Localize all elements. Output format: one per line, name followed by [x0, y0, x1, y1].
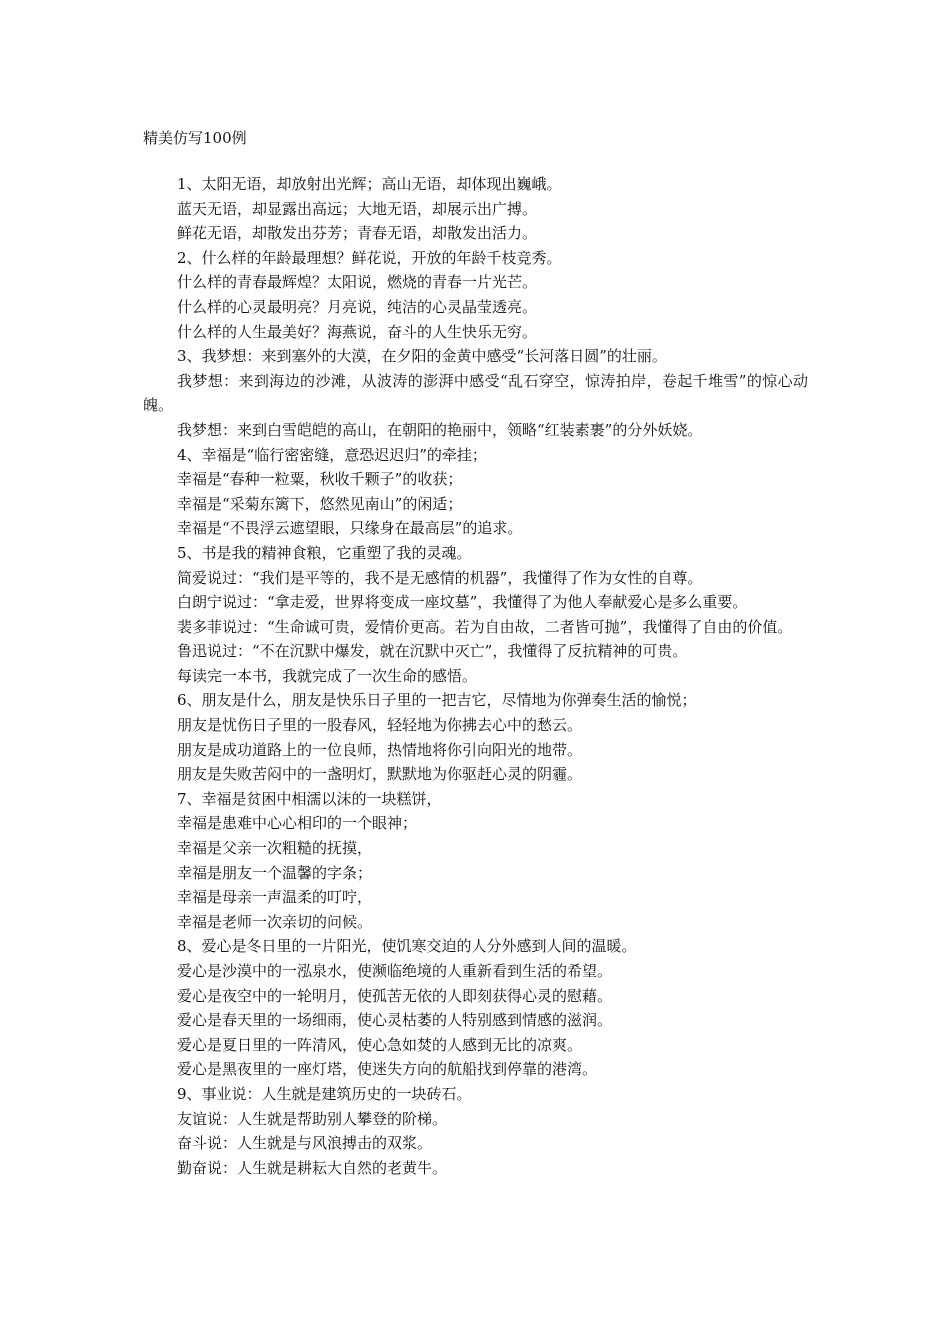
document-title: 精美仿写100例	[143, 129, 247, 147]
paragraph: 爱心是夜空中的一轮明月，使孤苦无依的人即刻获得心灵的慰藉。	[177, 986, 613, 1005]
document-body	[143, 172, 808, 1180]
paragraph: 什么样的心灵最明亮？月亮说，纯洁的心灵晶莹透亮。	[177, 297, 538, 316]
paragraph: 鲁迅说过：“不在沉默中爆发，就在沉默中灭亡”，我懂得了反抗精神的可贵。	[177, 642, 688, 661]
paragraph: 幸福是患难中心心相印的一个眼神；	[177, 814, 418, 833]
paragraph: 幸福是朋友一个温馨的字条；	[177, 863, 373, 882]
paragraph: 鲜花无语，却散发出芬芳；青春无语，却散发出活力。	[177, 224, 538, 243]
paragraph: 4、幸福是“临行密密缝，意恐迟迟归”的牵挂；	[177, 445, 487, 464]
paragraph: 幸福是母亲一声温柔的叮咛，	[177, 888, 373, 907]
paragraph: 朋友是成功道路上的一位良师，热情地将你引向阳光的地带。	[177, 740, 583, 759]
paragraph: 幸福是老师一次亲切的问候。	[177, 912, 373, 931]
paragraph: 爱心是夏日里的一阵清风，使心急如焚的人感到无比的凉爽。	[177, 1035, 583, 1054]
paragraph: 白朗宁说过：“拿走爱，世界将变成一座坟墓”，我懂得了为他人奉献爱心是多么重要。	[177, 593, 748, 612]
paragraph: 幸福是“春种一粒粟，秋收千颗子”的收获；	[177, 470, 463, 489]
paragraph: 蓝天无语，却显露出高远；大地无语，却展示出广搏。	[177, 199, 538, 218]
paragraph: 简爱说过：“我们是平等的，我不是无感情的机器”，我懂得了作为女性的自尊。	[177, 568, 703, 587]
paragraph: 裴多菲说过：“生命诚可贵，爱情价更高。若为自由故，二者皆可抛”，我懂得了自由的价值。	[177, 617, 793, 636]
paragraph: 奋斗说：人生就是与风浪搏击的双浆。	[177, 1134, 433, 1153]
paragraph: 7、幸福是贫困中相濡以沫的一块糕饼，	[177, 789, 442, 808]
paragraph: 3、我梦想：来到塞外的大漠，在夕阳的金黄中感受“长河落日圆”的壮丽。	[177, 347, 667, 366]
paragraph: 幸福是“采菊东篱下，悠然见南山”的闲适；	[177, 494, 463, 513]
paragraph: 爱心是黑夜里的一座灯塔，使迷失方向的航船找到停靠的港湾。	[177, 1060, 598, 1079]
paragraph: 勤奋说：人生就是耕耘大自然的老黄牛。	[177, 1158, 448, 1177]
paragraph: 幸福是“不畏浮云遮望眼，只缘身在最高层”的追求。	[177, 519, 523, 538]
paragraph: 1、太阳无语，却放射出光辉；高山无语，却体现出巍峨。	[177, 175, 562, 193]
paragraph: 爱心是沙漠中的一泓泉水，使濒临绝境的人重新看到生活的希望。	[177, 962, 613, 980]
paragraph: 友谊说：人生就是帮助别人攀登的阶梯。	[177, 1109, 448, 1128]
paragraph: 6、朋友是什么，朋友是快乐日子里的一把吉它，尽情地为你弹奏生活的愉悦；	[177, 691, 697, 710]
paragraph: 朋友是失败苦闷中的一盏明灯，默默地为你驱赶心灵的阴霾。	[177, 765, 583, 784]
paragraph: 5、书是我的精神食粮，它重塑了我的灵魂。	[177, 543, 472, 562]
paragraph: 9、事业说：人生就是建筑历史的一块砖石。	[177, 1084, 472, 1103]
paragraph: 2、什么样的年龄最理想？鲜花说，开放的年龄千枝竞秀。	[177, 248, 562, 267]
paragraph: 什么样的青春最辉煌？太阳说，燃烧的青春一片光芒。	[177, 273, 538, 292]
paragraph: 爱心是春天里的一场细雨，使心灵枯萎的人特别感到情感的滋润。	[177, 1011, 613, 1030]
paragraph: 朋友是忧伤日子里的一股春风，轻轻地为你拂去心中的愁云。	[177, 716, 583, 735]
paragraph: 我梦想：来到白雪皑皑的高山，在朝阳的艳丽中，领略“红装素裹”的分外妖娆。	[177, 420, 703, 439]
paragraph: 每读完一本书，我就完成了一次生命的感悟。	[177, 666, 478, 685]
paragraph: 幸福是父亲一次粗糙的抚摸，	[177, 839, 373, 858]
paragraph: 我梦想：来到海边的沙滩，从波涛的澎湃中感受“乱石穿空，惊涛拍岸，卷起千堆雪”的惊心动魄。	[143, 371, 808, 415]
paragraph: 什么样的人生最美好？海燕说，奋斗的人生快乐无穷。	[177, 322, 538, 341]
paragraph: 8、爱心是冬日里的一片阳光，使饥寒交迫的人分外感到人间的温暖。	[177, 937, 637, 956]
